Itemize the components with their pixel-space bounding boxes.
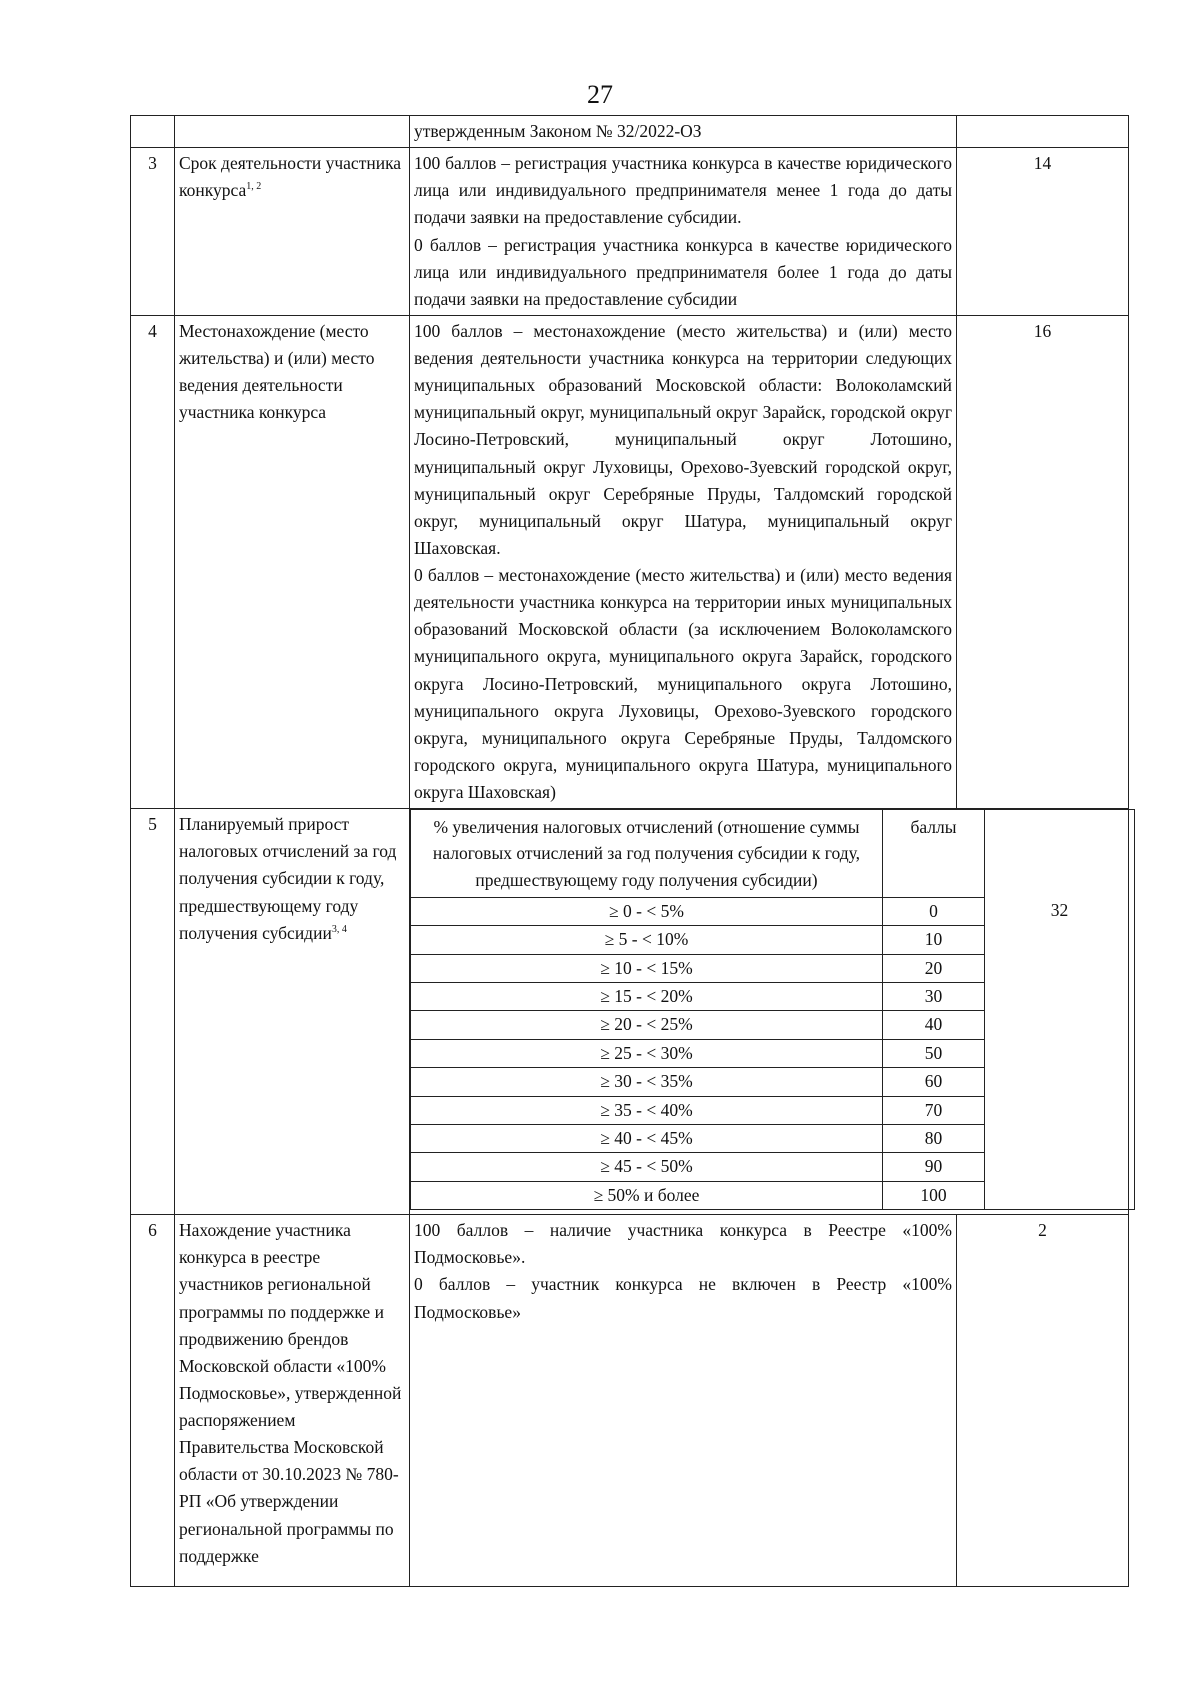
row-criterion: Местонахождение (место жительства) и (или) место ведения деятельности участника конкурса [175, 315, 410, 808]
row-num: 3 [131, 148, 175, 316]
weight-spacer [985, 810, 1135, 898]
row-weight: 32 [985, 897, 1135, 1209]
points-value: 40 [883, 1011, 985, 1039]
row-weight: 16 [957, 315, 1129, 808]
points-row [411, 897, 1135, 925]
table-row [131, 809, 1129, 1215]
table-row [131, 148, 1129, 316]
row-weight: 14 [957, 148, 1129, 316]
points-value: 0 [883, 897, 985, 925]
percent-header: % увеличения налоговых отчислений (отношение суммы налоговых отчислений за год получения субсидии к году, предшествующему году получения субсидии) [411, 810, 883, 898]
row-criterion [175, 116, 410, 148]
row-num: 6 [131, 1215, 175, 1587]
row-criterion: Срок деятельности участника конкурса$^{1, 2}$ [175, 148, 410, 316]
row-description [410, 148, 957, 316]
percent-range: ≥ 10 - < 15% [411, 954, 883, 982]
percent-range: ≥ 30 - < 35% [411, 1068, 883, 1096]
row-weight: 2 [957, 1215, 1129, 1587]
points-header: баллы [883, 810, 985, 898]
points-scale-table [410, 809, 1135, 1210]
table-row [131, 1215, 1129, 1587]
description-paragraph: 100 баллов – местонахождение (место жительства) и (или) место ведения деятельности участника конкурса на территории следующих муниципальных образований Московской области: Волоколамский муниципальный округ, муниципальный округ Зарайск, городской округ Лосино-Петровский, муниципальный округ Лотошино, муниципальный округ Луховицы, Орехово-Зуевский городской округ, муниципальный округ Серебряные Пруды, Талдомский городской округ, муниципальный округ Шатура, муниципальный округ Шаховская. [414, 320, 952, 558]
description-paragraph: 100 баллов – наличие участника конкурса в Реестре «100% Подмосковье». [414, 1220, 952, 1268]
points-value: 60 [883, 1068, 985, 1096]
row-num: 4 [131, 315, 175, 808]
percent-range: ≥ 35 - < 40% [411, 1096, 883, 1124]
row-description [410, 1215, 957, 1587]
criteria-table [130, 115, 1129, 1587]
points-value: 50 [883, 1039, 985, 1067]
table-row [131, 315, 1129, 808]
points-value: 20 [883, 954, 985, 982]
table-row-continuation [131, 116, 1129, 148]
description-paragraph: 0 баллов – регистрация участника конкурса в качестве юридического лица или индивидуального предпринимателя более 1 года до даты подачи заявки на предоставление субсидии [414, 234, 952, 309]
row-num [131, 116, 175, 148]
description-paragraph: 0 баллов – участник конкурса не включен в Реестр «100% Подмосковье» [414, 1274, 952, 1322]
points-value: 70 [883, 1096, 985, 1124]
points-value: 10 [883, 926, 985, 954]
points-scale [410, 809, 1129, 1215]
points-value: 90 [883, 1153, 985, 1181]
row-description [410, 315, 957, 808]
points-value: 80 [883, 1124, 985, 1152]
row-criterion: Нахождение участника конкурса в реестре участников региональной программы по поддержке и продвижению брендов Московской области «100% Подмосковье», утвержденной распоряжением Правительства Московской области от 30.10.2023 № 780-РП «Об утверждении региональной программы по поддержке [175, 1215, 410, 1587]
row-description: утвержденным Законом № 32/2022-ОЗ [410, 116, 957, 148]
percent-range: ≥ 40 - < 45% [411, 1124, 883, 1152]
row-num: 5 [131, 809, 175, 1215]
percent-range: ≥ 5 - < 10% [411, 926, 883, 954]
percent-range: ≥ 45 - < 50% [411, 1153, 883, 1181]
description-paragraph: 100 баллов – регистрация участника конкурса в качестве юридического лица или индивидуального предпринимателя менее 1 года до даты подачи заявки на предоставление субсидии. [414, 153, 952, 228]
description-paragraph: 0 баллов – местонахождение (место жительства) и (или) место ведения деятельности участника конкурса на территории иных муниципальных образований Московской области (за исключением Волоколамского муниципального округа, муниципального округа Зарайск, городского округа Лосино-Петровский, муниципального округа Лотошино, муниципального округа Луховицы, Орехово-Зуевского городского округа, муниципального округа Серебряные Пруды, Талдомского городского округа, муниципального округа Шатура, муниципального округа Шаховская) [414, 565, 952, 802]
row-criterion: Планируемый прирост налоговых отчислений за год получения субсидии к году, предшествующему году получения субсидии$^{3, 4}$ [175, 809, 410, 1215]
percent-range: ≥ 25 - < 30% [411, 1039, 883, 1067]
percent-range: ≥ 50% и более [411, 1181, 883, 1209]
percent-range: ≥ 20 - < 25% [411, 1011, 883, 1039]
percent-range: ≥ 15 - < 20% [411, 983, 883, 1011]
points-value: 100 [883, 1181, 985, 1209]
row-weight [957, 116, 1129, 148]
percent-range: ≥ 0 - < 5% [411, 897, 883, 925]
page-number: 27 [587, 80, 613, 109]
points-header-row [411, 810, 1135, 898]
points-value: 30 [883, 983, 985, 1011]
